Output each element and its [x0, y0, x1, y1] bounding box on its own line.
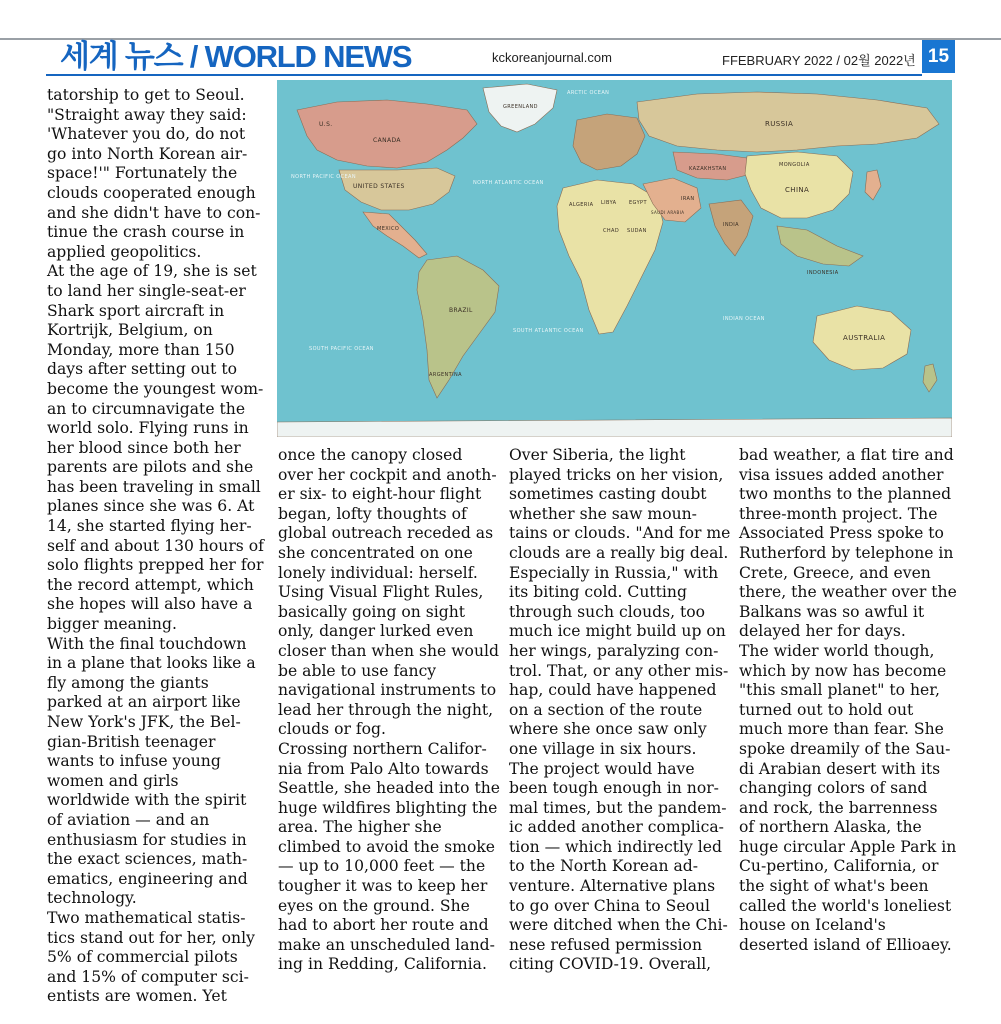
label-egypt: EGYPT: [629, 200, 647, 206]
label-indonesia: INDONESIA: [807, 270, 839, 276]
label-north-atlantic: NORTH ATLANTIC OCEAN: [473, 180, 544, 186]
label-algeria: ALGERIA: [569, 202, 594, 208]
label-australia: AUSTRALIA: [843, 334, 886, 342]
label-libya: LIBYA: [601, 200, 617, 206]
paragraph: The wider world though, which by now has become "this small planet" to her, turned out to hold out much more than fear. She spoke dreamily of the Sau-di Arabian desert with its changing colors of sand and rock, the barrenness of northern Alaska, the huge circular Apple Park in Cu-pertino, California, or the sight of what's been called the world's loneliest house on Iceland's deserted island of Ellioaey.: [739, 641, 957, 954]
label-russia: RUSSIA: [765, 120, 794, 128]
paragraph: With the final touchdown in a plane that looks like a fly among the giants parked at an airport like New York's JFK, the Bel-gian-British teenager wants to infuse young women and girls worldwide with the spirit of aviation — and an enthusiasm for studies in the exact sciences, math-ematics, engineering and technology.: [47, 634, 256, 908]
header-divider: [46, 74, 922, 76]
page-header: [46, 38, 956, 76]
label-mexico: MEXICO: [377, 226, 400, 232]
label-chad: CHAD: [603, 228, 620, 234]
article-column-1: [47, 86, 265, 1007]
paragraph: Over Siberia, the light played tricks on her vision, sometimes casting doubt whether she saw moun-tains or clouds. "And for me clouds are a really big deal. Especially in Russia," with its biting cold. Cutting through such clouds, too much ice might build up on her wings, paralyzing con-trol. That, or any other mis-hap, could have happened on a section of the route where she once saw only one village in six hours.: [509, 446, 731, 758]
label-united-states: UNITED STATES: [353, 183, 405, 190]
paragraph: Two mathematical statis-tics stand out for her, only 5% of commercial pilots and 15% of computer sci-entists are women. Yet: [47, 908, 255, 1006]
label-us: U.S.: [319, 121, 333, 128]
article-column-3: [509, 446, 731, 975]
label-kazakhstan: KAZAKHSTAN: [689, 166, 727, 172]
label-china: CHINA: [785, 186, 810, 194]
label-saudi-arabia: SAUDI ARABIA: [651, 210, 685, 215]
label-arctic-ocean: ARCTIC OCEAN: [567, 90, 610, 96]
label-iran: IRAN: [681, 196, 695, 202]
label-canada: CANADA: [373, 137, 401, 144]
paragraph: bad weather, a flat tire and visa issues added another two months to the planned three-month project. The Associated Press spoke to Rutherford by telephone in Crete, Greece, and even there, the weather over the Balkans was so awful it delayed her for days.: [739, 446, 957, 641]
article-column-2: [278, 446, 500, 975]
paragraph: once the canopy closed over her cockpit and anoth-er six- to eight-hour flight began, lofty thoughts of global outreach receded as she concentrated on one lonely individual: herself. Using Visual Flight Rules, basically going on sight only, danger lurked even closer than when she would be able to use fancy navigational instruments to lead her through the night, clouds or fog.: [278, 446, 499, 739]
label-south-pacific: SOUTH PACIFIC OCEAN: [309, 346, 374, 352]
section-title: 세계 뉴스 / WORLD NEWS: [60, 39, 412, 74]
paragraph: The project would have been tough enough in nor-mal times, but the pandem-ic added another complica-tion — which indirectly led to the North Korean ad-venture. Alternative plans to go over China to Seoul were ditched when the Chi-nese refused permission citing COVID-19. Overall,: [509, 759, 728, 974]
page-number-badge: 15: [922, 40, 955, 73]
label-brazil: BRAZIL: [449, 307, 473, 314]
label-south-atlantic: SOUTH ATLANTIC OCEAN: [513, 328, 584, 334]
label-indian-ocean: INDIAN OCEAN: [723, 316, 765, 322]
label-india: INDIA: [723, 222, 739, 228]
paragraph: Crossing northern Califor-nia from Palo Alto towards Seattle, she headed into the huge wildfires blighting the area. The higher she climbed to avoid the smoke — up to 10,000 feet — the tougher it was to keep her eyes on the ground. She had to abort her route and make an unscheduled land-ing in Redding, California.: [278, 739, 500, 974]
label-mongolia: MONGOLIA: [779, 162, 810, 168]
world-map: [277, 80, 952, 437]
label-greenland: GREENLAND: [503, 104, 538, 110]
site-url: kckoreanjournal.com: [492, 50, 612, 65]
label-argentina: ARGENTINA: [429, 372, 462, 378]
article-column-4: [739, 446, 957, 955]
paragraph: tatorship to get to Seoul. "Straight away they said: 'Whatever you do, do not go into North Korean air-space!'" Fortunately the clouds cooperated enough and she didn't have to con-tinue the crash course in applied geopolitics.: [47, 86, 261, 261]
label-north-pacific: NORTH PACIFIC OCEAN: [291, 174, 356, 180]
issue-date: FFEBRUARY 2022 / 02월 2022년: [722, 53, 916, 68]
label-sudan: SUDAN: [627, 228, 647, 234]
paragraph: At the age of 19, she is set to land her single-seat-er Shark sport aircraft in Kortrijk, Belgium, on Monday, more than 150 days after setting out to become the youngest wom-an to circumnavigate the world solo. Flying runs in her blood since both her parents are pilots and she has been traveling in small planes since she was 6. At 14, she started flying her-self and about 130 hours of solo flights prepped her for the record attempt, which she hopes will also have a bigger meaning.: [47, 262, 264, 634]
